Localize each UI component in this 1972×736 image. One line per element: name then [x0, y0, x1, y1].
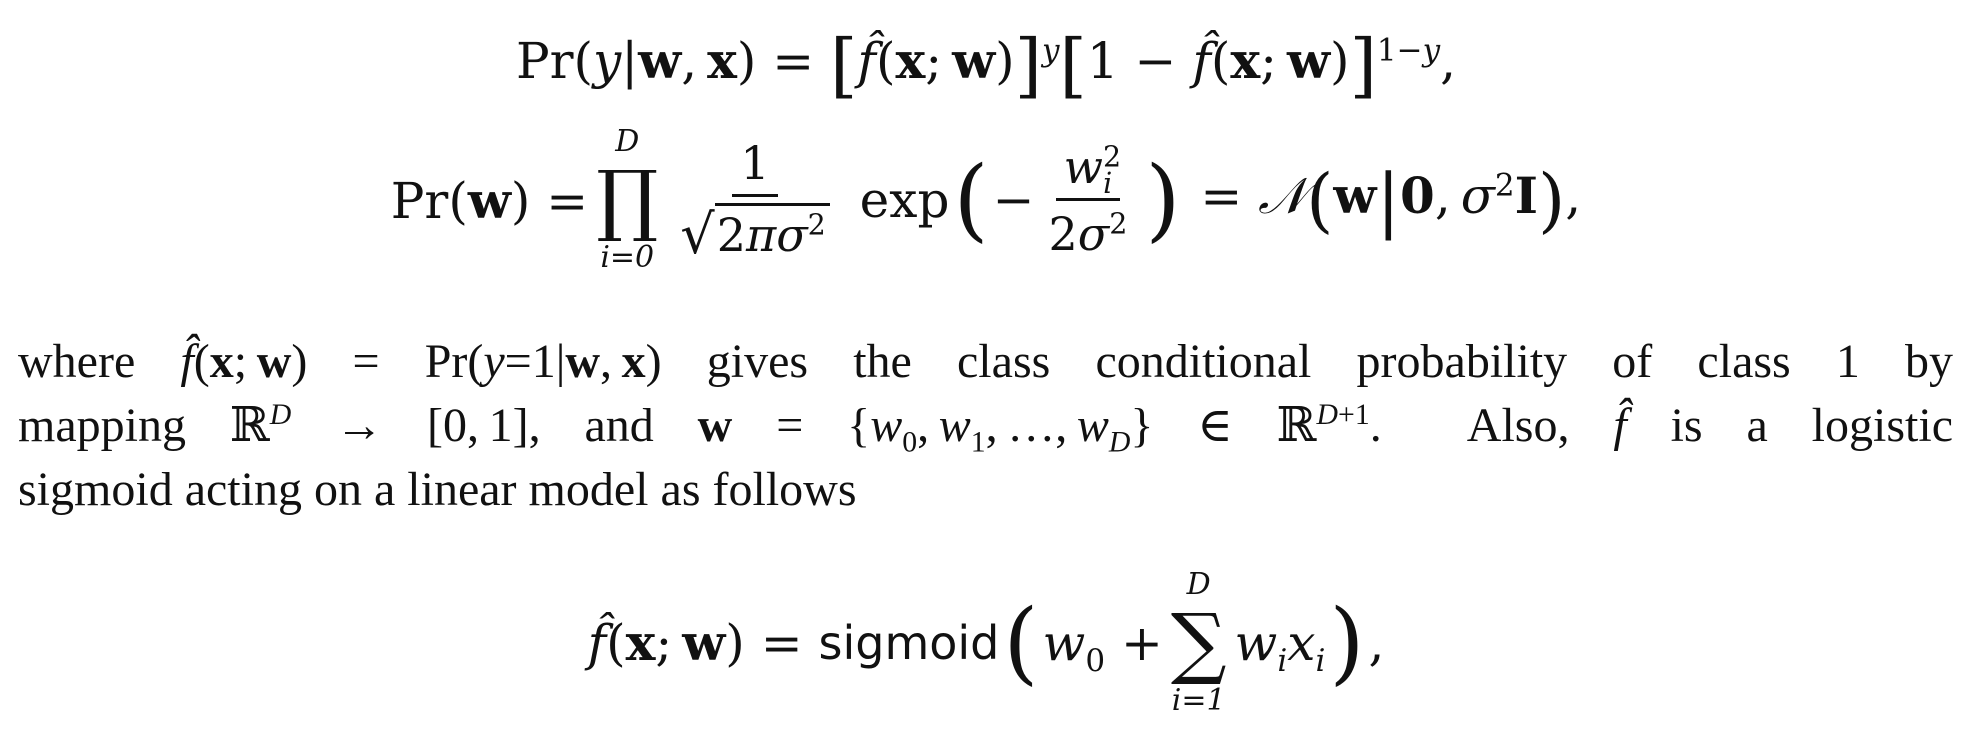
eq2-content: Pr(w) = D ∏ i=0 1 √ $2\pi\sigma^2$ exp ( − $\frac{w^2_i}{2\sigma^2}$ ) = 𝒩(w|0, $\sigma^2I$), [390, 124, 1582, 275]
paragraph-line-3: sigmoid acting on a linear model as follows [18, 463, 857, 516]
paragraph-line-2: mapping ℝ$^D$ → [0, 1], and $w = \{w_0$, $w_1$, …, $w_D$} ∈ ℝ$^{D+1}$. Also, f̂ is a logistic [18, 398, 1954, 459]
product-operator: D ∏ i=0 [596, 124, 659, 275]
body-paragraph [18, 330, 1953, 522]
equation-sigmoid [0, 560, 1972, 725]
sigmoid-operator: sigmoid [818, 615, 1000, 670]
sum-operator: D ∑ i=1 [1170, 566, 1227, 718]
gaussian-normalizer: 1 √ $2\pi\sigma^2$ [672, 136, 838, 264]
equation-likelihood [0, 20, 1972, 110]
eq1-content: Pr(y|w, x) = [f̂(x; w)]$^y$[1 − f̂(x; w)]$^{1-y}$, [515, 24, 1456, 106]
equation-prior [0, 115, 1972, 285]
paragraph-line-1: where f̂(x; w) = Pr(y=1|w, x) gives the class conditional probability of class 1 by [18, 335, 1954, 388]
exponent-fraction: $\frac{w^2_i}{2\sigma^2}$ [1048, 139, 1128, 261]
eq3-content: f̂(x; w) = sigmoid ( $w_0$ + D ∑ i=1 $w_ix_i$ ) , [587, 566, 1385, 718]
